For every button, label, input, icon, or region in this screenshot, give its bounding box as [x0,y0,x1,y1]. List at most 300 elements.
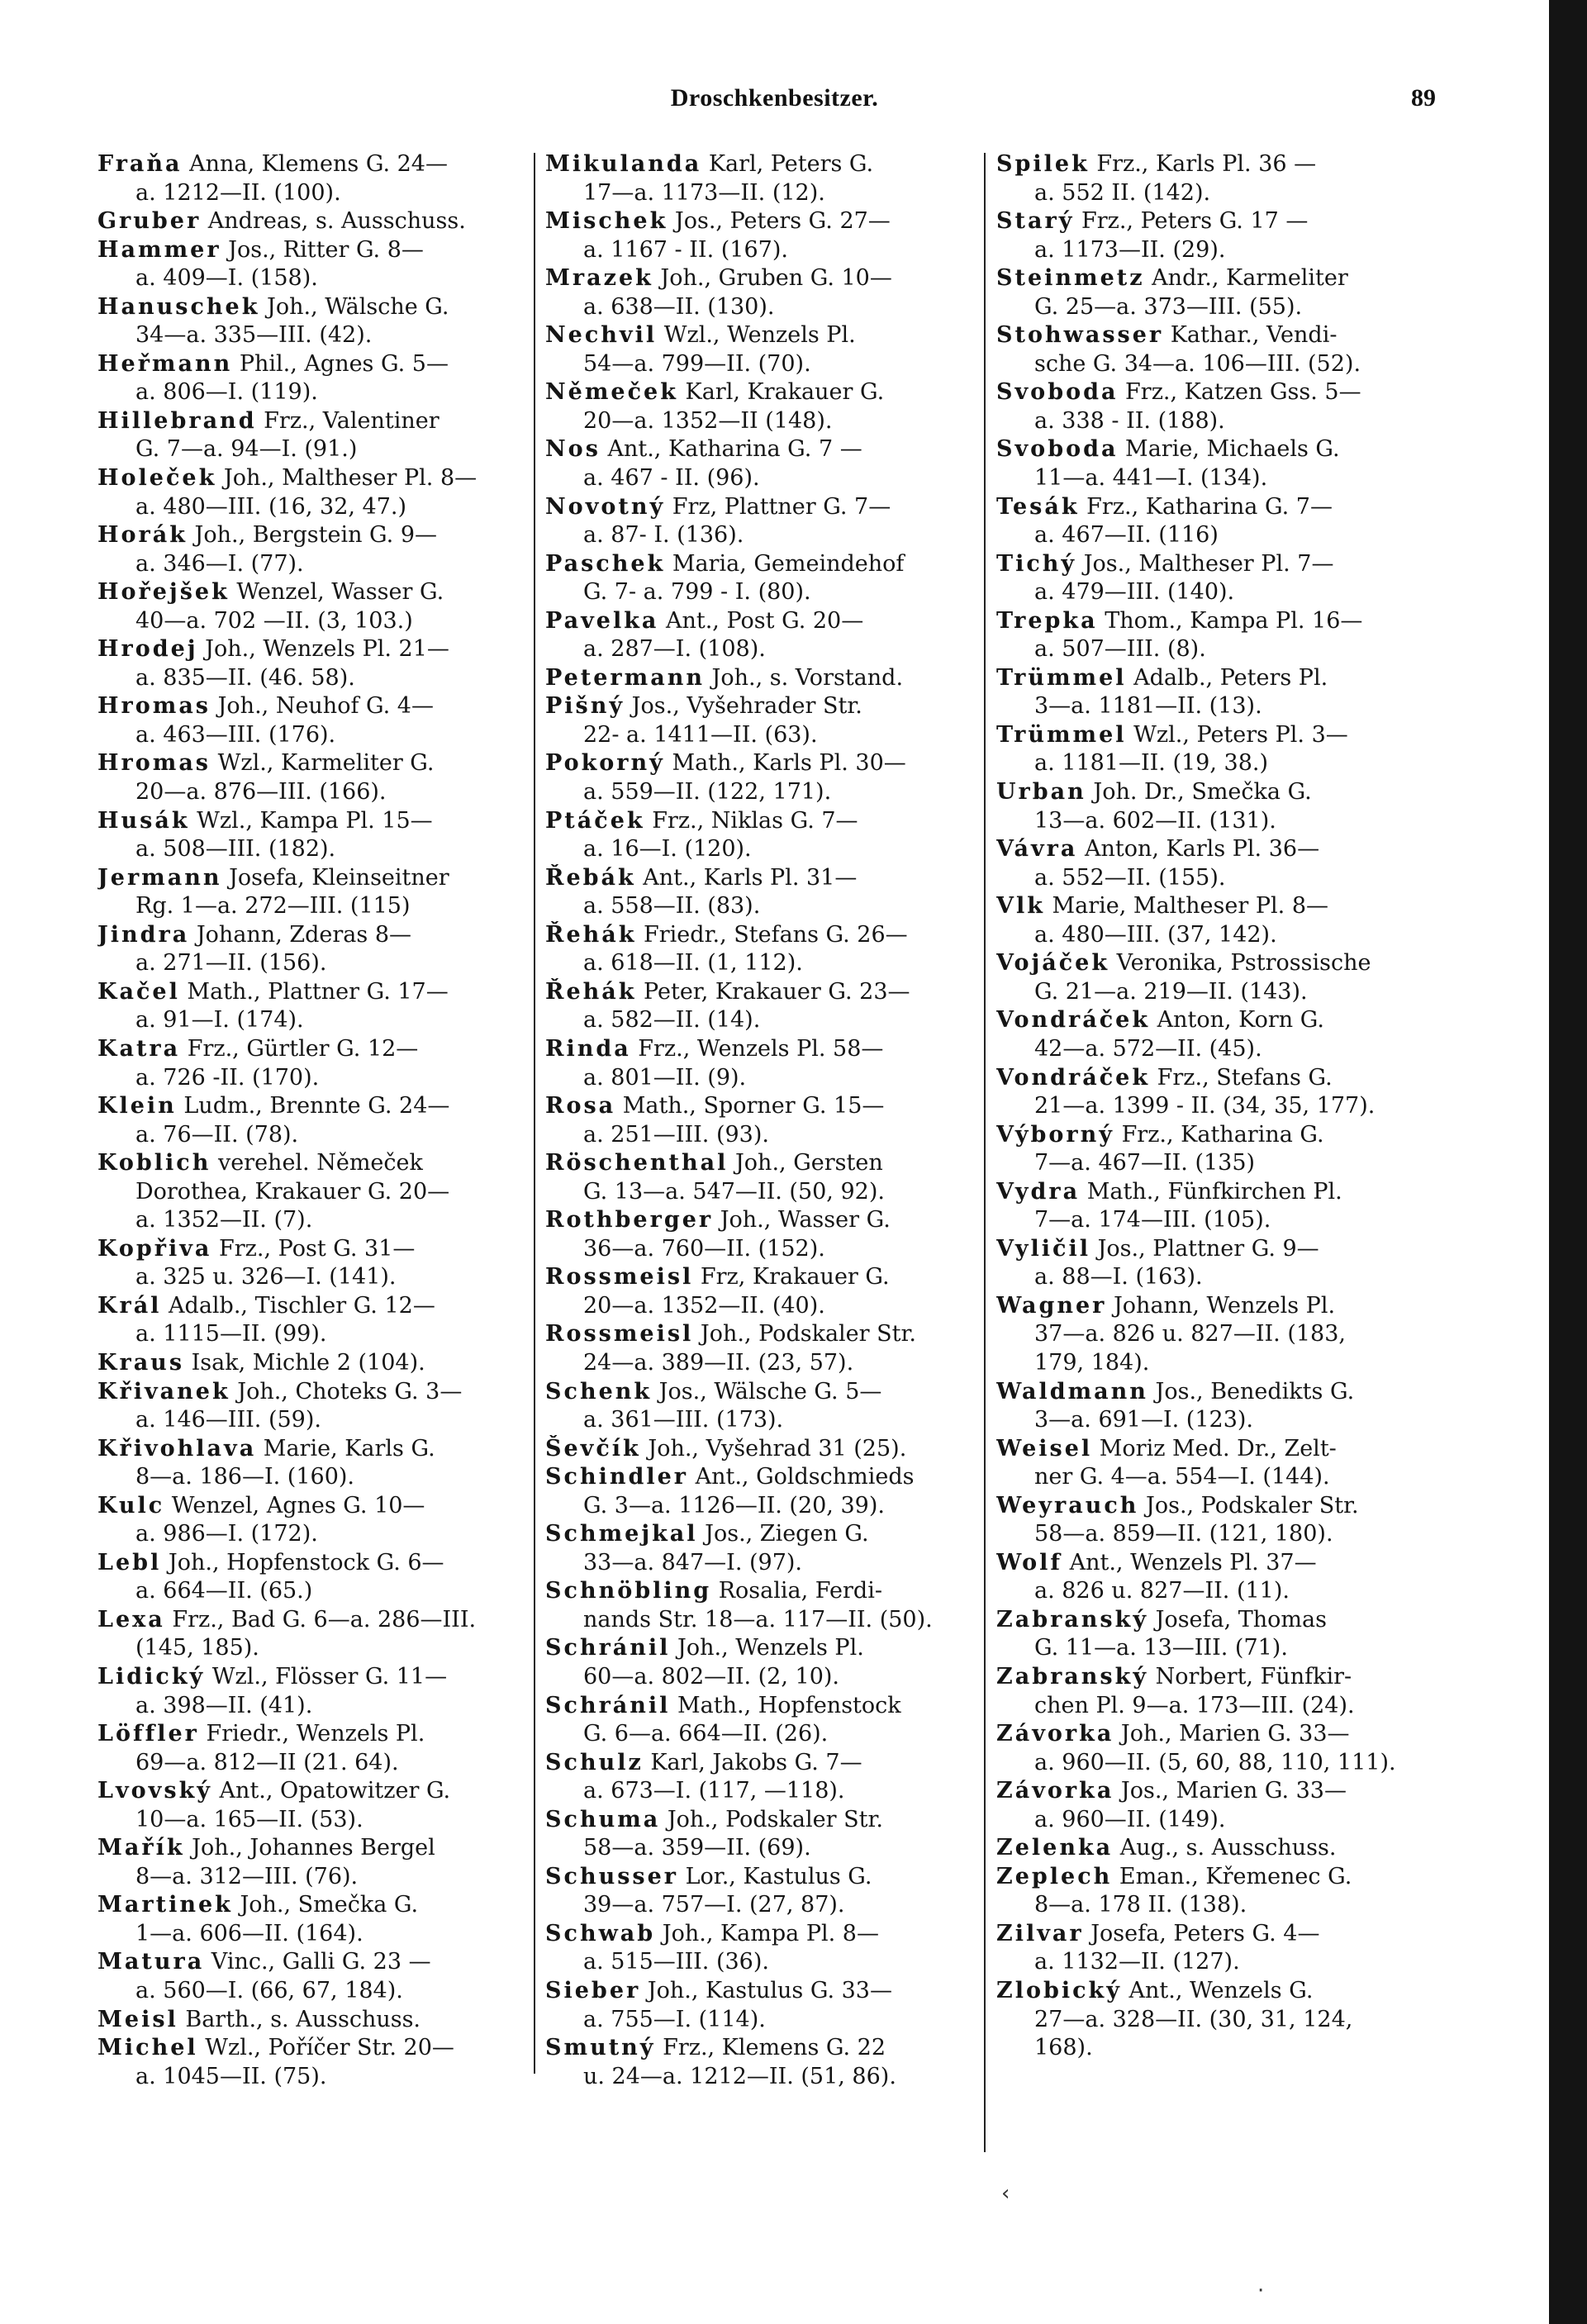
directory-entry [545,1149,967,1206]
entry-name-line: Řebák Ant., Karls Pl. 31— [545,864,858,891]
entry-surname: Starý [996,208,1075,235]
entry-surname: Matura [97,1949,205,1975]
entry-surname: Vydra [996,1178,1081,1205]
entry-name-line: Vydra Math., Fünfkirchen Pl. [996,1178,1342,1205]
entry-name-line: Král Adalb., Tischler G. 12— [97,1292,435,1319]
directory-entry [996,378,1418,435]
entry-surname: Spilek [996,151,1090,177]
entry-name-line: Jermann Josefa, Kleinseitner [97,864,449,891]
entry-name-line: Pišný Jos., Vyšehrader Str. [545,693,862,720]
entry-surname: Mrazek [545,265,653,292]
entry-surname: Křivanek [97,1378,230,1404]
entry-continuation-line: G. 11—a. 13—III. (71). [1034,1635,1288,1661]
entry-surname: Tesák [996,493,1080,520]
column-1 [97,150,519,2091]
entry-name-line: Kraus Isak, Michle 2 (104). [97,1349,425,1376]
entry-surname: Ptáček [545,807,645,834]
directory-entry [545,378,967,435]
directory-entry [996,550,1418,607]
entry-continuation-line: a. 1045—II. (75). [135,2063,327,2089]
entry-surname: Výborný [996,1121,1114,1148]
directory-entry [97,1292,519,1349]
entry-surname: Schusser [545,1863,679,1889]
entry-surname: Holeček [97,465,217,492]
entry-surname: Zelenka [996,1835,1114,1861]
entry-surname: Rossmeisl [545,1321,694,1347]
directory-entry [545,749,967,806]
directory-entry [97,921,519,978]
entry-surname: Schulz [545,1749,644,1775]
entry-surname: Lvovský [97,1778,212,1804]
entry-continuation-line: a. 560—I. (66, 67, 184). [135,1978,403,2003]
directory-entry [545,1920,967,1977]
entry-surname: Zabranský [996,1663,1149,1690]
directory-entry [545,1634,967,1691]
entry-continuation-line: chen Pl. 9—a. 173—III. (24). [1034,1692,1355,1718]
directory-entry [545,2034,967,2091]
entry-surname: Lidický [97,1663,206,1690]
directory-entry [996,207,1418,264]
entry-surname: Zlobický [996,1978,1122,2003]
entry-continuation-line: 10—a. 165—II. (53). [135,1806,363,1832]
entry-name-line: Ševčík Joh., Vyšehrad 31 (25). [545,1435,907,1461]
entry-name-line: Tichý Jos., Maltheser Pl. 7— [996,550,1334,577]
entry-surname: Michel [97,2035,198,2061]
entry-continuation-line: 13—a. 602—II. (131). [1034,807,1276,834]
entry-continuation-line: a. 664—II. (65.) [135,1578,313,1604]
entry-continuation-line: a. 508—III. (182). [135,836,336,863]
directory-entry [545,264,967,321]
entry-surname: Schenk [545,1378,653,1404]
stray-mark: · [1257,2279,1265,2303]
column-2 [545,150,967,2091]
directory-entry [996,1834,1418,1863]
entry-name-line: Křivanek Joh., Choteks G. 3— [97,1378,463,1404]
entry-surname: Mařík [97,1835,185,1861]
entry-surname: Svoboda [996,379,1119,406]
directory-entry [996,1435,1418,1492]
entry-name-line: Trümmel Wzl., Peters Pl. 3— [996,721,1348,748]
directory-entry [545,1977,967,2034]
entry-name-line: Pavelka Ant., Post G. 20— [545,607,864,634]
entry-continuation-line: 3—a. 691—I. (123). [1034,1407,1253,1433]
entry-continuation-line: Dorothea, Krakauer G. 20— [135,1178,450,1205]
entry-name-line: Lidický Wzl., Flösser G. 11— [97,1663,448,1690]
entry-surname: Koblich [97,1150,211,1176]
entry-continuation-line: 69—a. 812—II (21. 64). [135,1749,399,1775]
entry-continuation-line: a. 1212—II. (100). [135,179,341,206]
directory-entry [545,1749,967,1806]
entry-surname: Kačel [97,978,180,1005]
directory-entry [545,921,967,978]
directory-entry [97,1720,519,1777]
entry-continuation-line: a. 1352—II. (7). [135,1207,313,1233]
entry-surname: Klein [97,1093,177,1119]
entry-surname: Němeček [545,379,678,406]
entry-name-line: Holeček Joh., Maltheser Pl. 8— [97,465,478,492]
entry-name-line: Novotný Frz, Plattner G. 7— [545,493,891,520]
directory-entry [996,435,1418,492]
directory-entry [97,236,519,293]
entry-name-line: Řehák Friedr., Stefans G. 26— [545,921,908,948]
directory-entry [97,1349,519,1378]
entry-continuation-line: a. 87- I. (136). [583,522,744,549]
entry-surname: Petermann [545,664,705,691]
entry-surname: Jindra [97,921,190,948]
entry-name-line: Michel Wzl., Poříčer Str. 20— [97,2035,454,2061]
entry-name-line: Vlk Marie, Maltheser Pl. 8— [996,893,1328,920]
entry-name-line: Schránil Math., Hopfenstock [545,1692,901,1718]
directory-entry [996,1235,1418,1292]
entry-continuation-line: (145, 185). [135,1635,259,1661]
entry-continuation-line: a. 346—I. (77). [135,550,304,577]
entry-surname: Wolf [996,1549,1063,1575]
entry-continuation-line: a. 16—I. (120). [583,836,752,863]
directory-entry [545,321,967,378]
entry-continuation-line: a. 467—II. (116) [1034,522,1219,549]
entry-continuation-line: G. 21—a. 219—II. (143). [1034,978,1308,1005]
directory-entry [545,1520,967,1577]
entry-name-line: Rosa Math., Sporner G. 15— [545,1093,885,1119]
entry-surname: Katra [97,1035,181,1062]
entry-continuation-line: a. 409—I. (158). [135,265,318,292]
entry-surname: Hromas [97,693,211,720]
directory-entry [97,1663,519,1720]
directory-entry [545,664,967,693]
directory-entry [97,1549,519,1606]
entry-surname: Svoboda [996,436,1119,463]
entry-surname: Horák [97,522,188,549]
entry-surname: Zilvar [996,1920,1084,1946]
entry-surname: Urban [996,779,1086,806]
entry-surname: Rosa [545,1093,616,1119]
entry-name-line: Vyličil Jos., Plattner G. 9— [996,1235,1319,1262]
entry-surname: Tichý [996,550,1077,577]
entry-continuation-line: 21—a. 1399 - II. (34, 35, 177). [1034,1093,1376,1119]
entry-surname: Husák [97,807,190,834]
entry-surname: Vyličil [996,1235,1091,1262]
directory-entry [996,1720,1418,1777]
entry-continuation-line: 42—a. 572—II. (45). [1034,1035,1262,1062]
entry-name-line: Lexa Frz., Bad G. 6—a. 286—III. [97,1606,477,1633]
entry-continuation-line: a. 479—III. (140). [1034,579,1235,606]
entry-continuation-line: 60—a. 802—II. (2, 10). [583,1663,839,1690]
entry-surname: Hanuschek [97,293,260,320]
page-header-title: Droschkenbesitzer. [670,84,879,112]
entry-continuation-line: a. 826 u. 827—II. (11). [1034,1578,1290,1604]
entry-continuation-line: a. 582—II. (14). [583,1007,761,1034]
directory-entry [97,521,519,578]
entry-name-line: Weisel Moriz Med. Dr., Zelt- [996,1435,1337,1461]
entry-continuation-line: a. 88—I. (163). [1034,1264,1203,1290]
entry-continuation-line: a. 552—II. (155). [1034,864,1226,891]
entry-continuation-line: a. 271—II. (156). [135,950,327,977]
directory-entry [996,1006,1418,1063]
entry-name-line: Gruber Andreas, s. Ausschuss. [97,208,466,235]
entry-name-line: Heřmann Phil., Agnes G. 5— [97,350,449,377]
entry-continuation-line: 17—a. 1173—II. (12). [583,179,825,206]
entry-name-line: Schenk Jos., Wälsche G. 5— [545,1378,882,1404]
entry-surname: Nechvil [545,322,658,349]
entry-name-line: Zilvar Josefa, Peters G. 4— [996,1920,1320,1946]
entry-surname: Hillebrand [97,407,257,434]
entry-surname: Schránil [545,1692,671,1718]
directory-entry [545,435,967,492]
directory-entry [545,1320,967,1377]
entry-name-line: Mařík Joh., Johannes Bergel [97,1835,435,1861]
entry-continuation-line: G. 6—a. 664—II. (26). [583,1721,829,1747]
entry-surname: Gruber [97,208,202,235]
entry-name-line: Katra Frz., Gürtler G. 12— [97,1035,419,1062]
entry-name-line: Svoboda Frz., Katzen Gss. 5— [996,379,1361,406]
entry-continuation-line: a. 398—II. (41). [135,1692,313,1718]
entry-surname: Rothberger [545,1207,714,1233]
directory-entry [545,493,967,550]
entry-continuation-line: a. 618—II. (1, 112). [583,950,803,977]
stray-mark: ‹ [1001,2181,1010,2206]
directory-entry [97,2034,519,2091]
entry-name-line: Zabranský Norbert, Fünfkir- [996,1663,1352,1690]
directory-entry [996,150,1418,207]
entry-name-line: Stohwasser Kathar., Vendi- [996,322,1338,349]
entry-surname: Kraus [97,1349,185,1376]
column-divider [984,153,986,2152]
entry-name-line: Výborný Frz., Katharina G. [996,1121,1324,1148]
directory-entry [97,207,519,236]
directory-entry [545,807,967,864]
entry-name-line: Schulz Karl, Jakobs G. 7— [545,1749,862,1775]
entry-name-line: Röschenthal Joh., Gersten [545,1150,883,1176]
entry-continuation-line: a. 806—I. (119). [135,379,318,406]
entry-continuation-line: 7—a. 467—II. (135) [1034,1150,1256,1176]
directory-entry [97,1948,519,2005]
entry-name-line: Steinmetz Andr., Karmeliter [996,265,1348,292]
entry-continuation-line: a. 986—I. (172). [135,1521,318,1547]
entry-name-line: Hromas Wzl., Karmeliter G. [97,750,435,777]
entry-continuation-line: nands Str. 18—a. 117—II. (50). [583,1606,933,1633]
entry-name-line: Löffler Friedr., Wenzels Pl. [97,1721,425,1747]
entry-surname: Závorka [996,1778,1114,1804]
entry-continuation-line: G. 7- a. 799 - I. (80). [583,579,811,606]
entry-surname: Weyrauch [996,1492,1139,1518]
directory-entry [545,1692,967,1749]
entry-continuation-line: 1—a. 606—II. (164). [135,1920,363,1946]
entry-continuation-line: 40—a. 702 —II. (3, 103.) [135,607,413,634]
directory-entry [545,1092,967,1149]
entry-surname: Řebák [545,864,636,891]
directory-entry [97,1606,519,1663]
directory-entry [996,1549,1418,1606]
directory-entry [545,1577,967,1634]
directory-entry [996,892,1418,949]
entry-surname: Král [97,1292,162,1319]
entry-continuation-line: 37—a. 826 u. 827—II. (183, [1034,1321,1346,1347]
directory-entry [545,1035,967,1092]
entry-surname: Mischek [545,208,668,235]
entry-name-line: Ptáček Frz., Niklas G. 7— [545,807,858,834]
entry-name-line: Matura Vinc., Galli G. 23 — [97,1949,431,1975]
entry-continuation-line: 58—a. 359—II. (69). [583,1835,811,1861]
column-divider [534,153,535,2074]
entry-surname: Mikulanda [545,151,702,177]
directory-entry [97,350,519,407]
entry-continuation-line: a. 338 - II. (188). [1034,407,1225,434]
entry-surname: Zeplech [996,1863,1113,1889]
directory-entry [996,1292,1418,1378]
entry-continuation-line: 11—a. 441—I. (134). [1034,465,1268,492]
entry-surname: Schuma [545,1806,661,1832]
directory-entry [545,864,967,921]
directory-entry [97,1834,519,1891]
directory-entry [97,978,519,1035]
directory-entry [996,493,1418,550]
directory-entry [97,1492,519,1549]
entry-name-line: Rossmeisl Joh., Podskaler Str. [545,1321,917,1347]
entry-surname: Trümmel [996,721,1127,748]
entry-continuation-line: 39—a. 757—I. (27, 87). [583,1892,845,1918]
entry-name-line: Hořejšek Wenzel, Wasser G. [97,579,444,606]
directory-entry [996,1492,1418,1549]
entry-name-line: Němeček Karl, Krakauer G. [545,379,885,406]
directory-entry [97,1378,519,1435]
entry-surname: Lebl [97,1549,162,1575]
entry-continuation-line: a. 1173—II. (29). [1034,236,1226,263]
directory-entry [996,949,1418,1006]
entry-continuation-line: a. 463—III. (176). [135,721,336,748]
entry-continuation-line: a. 638—II. (130). [583,293,775,320]
entry-surname: Fraňa [97,151,183,177]
entry-name-line: Lebl Joh., Hopfenstock G. 6— [97,1549,444,1575]
entry-name-line: Schmejkal Jos., Ziegen G. [545,1521,869,1547]
entry-name-line: Smutný Frz., Klemens G. 22 [545,2035,886,2061]
entry-name-line: Meisl Barth., s. Ausschuss. [97,2006,421,2032]
directory-entry [97,1092,519,1149]
entry-surname: Trepka [996,607,1098,634]
entry-continuation-line: a. 251—III. (93). [583,1121,769,1148]
entry-continuation-line: 34—a. 335—III. (42). [135,322,373,349]
directory-entry [996,1178,1418,1235]
entry-continuation-line: a. 361—III. (173). [583,1407,784,1433]
directory-entry [545,978,967,1035]
entry-continuation-line: 8—a. 178 II. (138). [1034,1892,1247,1918]
entry-continuation-line: G. 25—a. 373—III. (55). [1034,293,1303,320]
entry-continuation-line: Rg. 1—a. 272—III. (115) [135,893,411,920]
directory-entry [545,1863,967,1920]
directory-entry [97,692,519,749]
entry-continuation-line: a. 287—I. (108). [583,636,766,663]
entry-surname: Stohwasser [996,322,1164,349]
entry-continuation-line: G. 3—a. 1126—II. (20, 39). [583,1492,885,1518]
directory-entry [996,1121,1418,1178]
scan-edge [1549,0,1587,2324]
directory-entry [97,635,519,692]
entry-surname: Schnöbling [545,1578,712,1604]
entry-surname: Hrodej [97,636,198,663]
directory-entry [97,150,519,207]
entry-continuation-line: 20—a. 876—III. (166). [135,779,387,806]
entry-continuation-line: a. 480—III. (16, 32, 47.) [135,493,407,520]
entry-name-line: Weyrauch Jos., Podskaler Str. [996,1492,1359,1518]
entry-name-line: Závorka Jos., Marien G. 33— [996,1778,1347,1804]
entry-name-line: Martinek Joh., Smečka G. [97,1892,419,1918]
entry-continuation-line: a. 1167 - II. (167). [583,236,788,263]
directory-entry [545,1806,967,1863]
directory-entry [996,1606,1418,1663]
entry-surname: Waldmann [996,1378,1148,1404]
entry-continuation-line: G. 13—a. 547—II. (50, 92). [583,1178,885,1205]
directory-entry [996,778,1418,835]
entry-surname: Kulc [97,1492,165,1518]
directory-entry [996,607,1418,664]
directory-entry [97,1149,519,1235]
entry-name-line: Vojáček Veronika, Pstrossische [996,950,1371,977]
entry-name-line: Fraňa Anna, Klemens G. 24— [97,151,448,177]
entry-continuation-line: 24—a. 389—II. (23, 57). [583,1349,854,1376]
entry-name-line: Schnöbling Rosalia, Ferdi- [545,1578,882,1604]
entry-name-line: Rothberger Joh., Wasser G. [545,1207,891,1233]
entry-name-line: Nos Ant., Katharina G. 7 — [545,436,862,463]
entry-surname: Pišný [545,693,625,720]
entry-name-line: Pokorný Math., Karls Pl. 30— [545,750,906,777]
entry-name-line: Závorka Joh., Marien G. 33— [996,1721,1350,1747]
entry-surname: Pavelka [545,607,659,634]
entry-continuation-line: a. 480—III. (37, 142). [1034,921,1277,948]
entry-continuation-line: ner G. 4—a. 554—I. (144). [1034,1464,1330,1490]
entry-name-line: Horák Joh., Bergstein G. 9— [97,522,438,549]
directory-entry [996,1064,1418,1121]
entry-continuation-line: a. 960—II. (5, 60, 88, 110, 111). [1034,1749,1396,1775]
directory-entry [545,1435,967,1464]
entry-surname: Lexa [97,1606,165,1633]
entry-surname: Heřmann [97,350,233,377]
entry-name-line: Rinda Frz., Wenzels Pl. 58— [545,1035,884,1062]
entry-continuation-line: a. 835—II. (46. 58). [135,664,355,691]
directory-entry [996,1663,1418,1720]
entry-name-line: Schwab Joh., Kampa Pl. 8— [545,1920,879,1946]
entry-surname: Křivohlava [97,1435,257,1461]
directory-entry [97,2006,519,2035]
entry-continuation-line: 58—a. 859—II. (121, 180). [1034,1521,1333,1547]
entry-surname: Vlk [996,893,1045,920]
entry-surname: Sieber [545,1978,641,2003]
entry-name-line: Waldmann Jos., Benedikts G. [996,1378,1355,1404]
entry-surname: Schindler [545,1464,688,1490]
directory-entry [97,807,519,864]
entry-name-line: Vondráček Frz., Stefans G. [996,1064,1333,1091]
entry-name-line: Mischek Jos., Peters G. 27— [545,208,891,235]
entry-continuation-line: G. 7—a. 94—I. (91.) [135,436,358,463]
entry-name-line: Schránil Joh., Wenzels Pl. [545,1635,864,1661]
entry-surname: Nos [545,436,601,463]
directory-entry [545,607,967,664]
entry-surname: Hammer [97,236,221,263]
entry-continuation-line: a. 146—III. (59). [135,1407,321,1433]
directory-entry [97,1035,519,1092]
entry-continuation-line: a. 1132—II. (127). [1034,1949,1240,1975]
entry-continuation-line: 54—a. 799—II. (70). [583,350,811,377]
entry-name-line: Křivohlava Marie, Karls G. [97,1435,435,1461]
entry-continuation-line: 22- a. 1411—II. (63). [583,721,818,748]
entry-name-line: Schindler Ant., Goldschmieds [545,1464,915,1490]
directory-entry [545,550,967,607]
entry-name-line: Husák Wzl., Kampa Pl. 15— [97,807,433,834]
entry-continuation-line: a. 558—II. (83). [583,893,761,920]
directory-entry [97,1435,519,1492]
entry-continuation-line: a. 76—II. (78). [135,1121,299,1148]
entry-name-line: Wolf Ant., Wenzels Pl. 37— [996,1549,1317,1575]
entry-name-line: Vávra Anton, Karls Pl. 36— [996,836,1320,863]
directory-entry [97,864,519,921]
